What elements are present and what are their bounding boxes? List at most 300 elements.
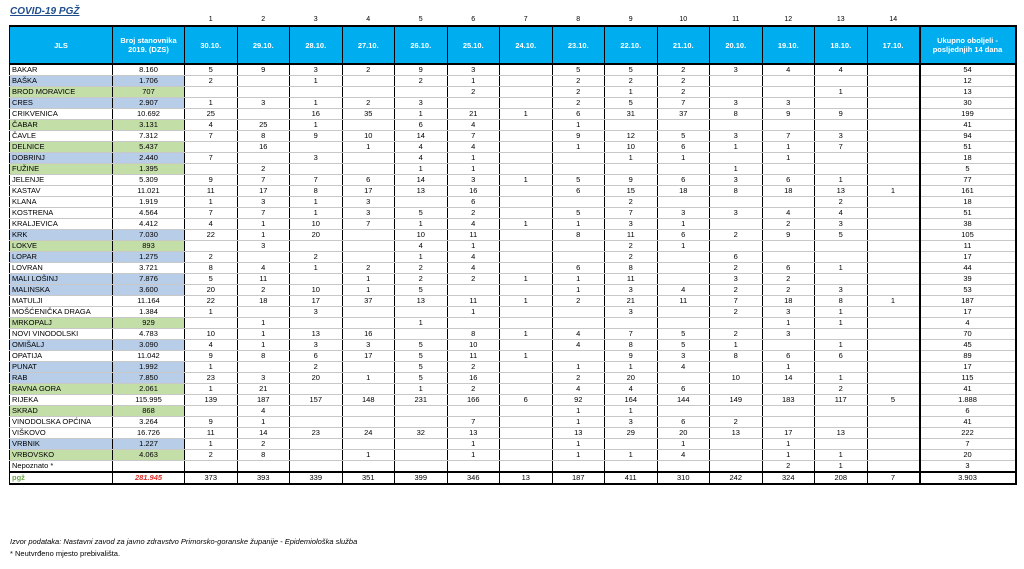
day-cell: 7 <box>185 131 238 142</box>
day-cell <box>290 461 343 473</box>
day-cell: 3 <box>290 64 343 76</box>
day-cell: 1 <box>395 252 448 263</box>
population-cell: 7.312 <box>113 131 185 142</box>
day-cell: 7 <box>657 98 710 109</box>
day-cell: 1 <box>447 153 500 164</box>
day-number: 14 <box>889 16 898 23</box>
date-header: 30.10. <box>185 26 238 64</box>
row-total: 30 <box>920 98 1016 109</box>
day-cell: 10 <box>342 131 395 142</box>
day-cell: 9 <box>237 64 290 76</box>
day-cell: 7 <box>762 131 815 142</box>
day-cell: 17 <box>342 186 395 197</box>
day-cell: 18 <box>657 186 710 197</box>
day-cell <box>395 450 448 461</box>
day-cell <box>237 362 290 373</box>
day-cell: 7 <box>185 153 238 164</box>
day-cell <box>500 373 553 384</box>
population-cell: 868 <box>113 406 185 417</box>
day-cell <box>500 417 553 428</box>
day-cell: 1 <box>762 450 815 461</box>
day-cell: 1 <box>500 274 553 285</box>
day-cell <box>185 406 238 417</box>
header-row <box>10 26 1016 64</box>
table-row <box>10 98 1016 109</box>
row-total: 45 <box>920 340 1016 351</box>
day-cell: 11 <box>657 296 710 307</box>
day-cell <box>500 76 553 87</box>
day-cell: 2 <box>762 219 815 230</box>
day-cell: 3 <box>605 285 658 296</box>
population-cell: 11.021 <box>113 186 185 197</box>
day-cell: 10 <box>447 340 500 351</box>
day-cell: 16 <box>447 186 500 197</box>
municipality-name: CRIKVENICA <box>10 109 113 120</box>
day-cell: 3 <box>815 131 868 142</box>
day-number: 11 <box>732 16 740 23</box>
day-cell <box>342 241 395 252</box>
population-cell: 1.919 <box>113 197 185 208</box>
municipality-name: BROD MORAVICE <box>10 87 113 98</box>
day-cell <box>500 450 553 461</box>
totals-day-cell: 242 <box>710 472 763 484</box>
day-cell: 8 <box>185 263 238 274</box>
day-cell <box>395 417 448 428</box>
day-cell: 5 <box>605 64 658 76</box>
totals-day-cell: 393 <box>237 472 290 484</box>
table-row <box>10 329 1016 340</box>
day-cell: 17 <box>290 296 343 307</box>
day-cell: 8 <box>605 340 658 351</box>
day-cell: 3 <box>237 98 290 109</box>
day-cell: 5 <box>657 329 710 340</box>
day-cell <box>710 439 763 450</box>
day-cell <box>867 153 920 164</box>
day-cell <box>867 252 920 263</box>
population-cell: 7.030 <box>113 230 185 241</box>
day-cell <box>815 241 868 252</box>
day-cell: 6 <box>447 197 500 208</box>
day-cell: 1 <box>762 362 815 373</box>
day-cell <box>185 142 238 153</box>
day-cell: 6 <box>657 230 710 241</box>
day-cell: 3 <box>710 175 763 186</box>
day-cell <box>552 241 605 252</box>
row-total: 105 <box>920 230 1016 241</box>
day-cell: 8 <box>710 186 763 197</box>
day-cell: 2 <box>762 274 815 285</box>
day-cell <box>867 263 920 274</box>
day-cell: 14 <box>395 131 448 142</box>
day-cell <box>395 197 448 208</box>
row-total: 89 <box>920 351 1016 362</box>
table-row <box>10 263 1016 274</box>
day-cell: 9 <box>395 64 448 76</box>
day-cell <box>657 252 710 263</box>
day-cell <box>342 362 395 373</box>
table-row <box>10 219 1016 230</box>
day-cell: 2 <box>552 296 605 307</box>
day-cell: 2 <box>342 64 395 76</box>
municipality-name: LOVRAN <box>10 263 113 274</box>
day-cell: 2 <box>605 252 658 263</box>
day-cell <box>237 76 290 87</box>
day-number: 10 <box>679 16 688 23</box>
day-cell: 1 <box>342 142 395 153</box>
day-cell <box>290 450 343 461</box>
population-cell: 4.564 <box>113 208 185 219</box>
municipality-name: VINODOLSKA OPĆINA <box>10 417 113 428</box>
day-cell <box>500 307 553 318</box>
day-cell <box>815 406 868 417</box>
day-cell <box>867 384 920 395</box>
day-cell: 11 <box>605 230 658 241</box>
day-cell: 3 <box>237 197 290 208</box>
day-cell: 4 <box>185 340 238 351</box>
day-cell: 10 <box>290 285 343 296</box>
day-cell: 8 <box>710 351 763 362</box>
day-cell: 29 <box>605 428 658 439</box>
day-cell: 14 <box>762 373 815 384</box>
day-cell: 7 <box>710 296 763 307</box>
row-total: 4 <box>920 318 1016 329</box>
day-cell: 4 <box>657 285 710 296</box>
table-row <box>10 230 1016 241</box>
day-cell: 5 <box>395 362 448 373</box>
day-cell: 21 <box>605 296 658 307</box>
day-cell: 5 <box>657 131 710 142</box>
table-row <box>10 461 1016 473</box>
day-cell: 6 <box>395 120 448 131</box>
date-header: 24.10. <box>500 26 553 64</box>
municipality-name: ČABAR <box>10 120 113 131</box>
day-cell <box>605 461 658 473</box>
day-cell: 1 <box>500 329 553 340</box>
day-cell: 11 <box>185 186 238 197</box>
day-cell: 11 <box>447 230 500 241</box>
day-cell: 3 <box>657 351 710 362</box>
day-cell <box>762 197 815 208</box>
day-cell: 6 <box>552 186 605 197</box>
table-row <box>10 164 1016 175</box>
day-cell <box>500 384 553 395</box>
day-cell: 6 <box>342 175 395 186</box>
population-cell: 1.395 <box>113 164 185 175</box>
row-total: 44 <box>920 263 1016 274</box>
day-cell: 1 <box>290 208 343 219</box>
day-cell <box>290 142 343 153</box>
day-cell: 16 <box>447 373 500 384</box>
day-cell: 4 <box>237 406 290 417</box>
day-cell <box>710 153 763 164</box>
row-total: 94 <box>920 131 1016 142</box>
day-cell <box>867 219 920 230</box>
day-cell <box>500 164 553 175</box>
table-row <box>10 131 1016 142</box>
day-cell: 1 <box>710 142 763 153</box>
day-cell <box>237 87 290 98</box>
day-cell <box>762 406 815 417</box>
day-cell <box>815 153 868 164</box>
day-cell: 2 <box>237 164 290 175</box>
day-cell <box>762 340 815 351</box>
municipality-name: MATULJI <box>10 296 113 307</box>
day-cell: 4 <box>552 340 605 351</box>
day-cell <box>657 274 710 285</box>
day-cell: 1 <box>290 197 343 208</box>
day-cell: 1 <box>500 109 553 120</box>
day-cell: 5 <box>552 64 605 76</box>
day-number: 8 <box>576 16 581 23</box>
day-cell <box>815 120 868 131</box>
row-total: 17 <box>920 307 1016 318</box>
day-cell: 25 <box>237 120 290 131</box>
day-cell: 2 <box>605 241 658 252</box>
day-cell: 166 <box>447 395 500 406</box>
totals-day-cell: 324 <box>762 472 815 484</box>
day-cell: 22 <box>185 230 238 241</box>
municipality-name: Nepoznato * <box>10 461 113 473</box>
day-cell <box>867 208 920 219</box>
day-cell: 6 <box>657 175 710 186</box>
day-cell <box>867 98 920 109</box>
row-total: 5 <box>920 164 1016 175</box>
population-cell: 5.437 <box>113 142 185 153</box>
day-cell <box>552 351 605 362</box>
day-cell: 183 <box>762 395 815 406</box>
day-cell: 9 <box>605 351 658 362</box>
day-cell: 7 <box>237 208 290 219</box>
table-row <box>10 439 1016 450</box>
day-cell: 6 <box>762 263 815 274</box>
day-cell <box>500 362 553 373</box>
table-row <box>10 241 1016 252</box>
population-cell: 1.275 <box>113 252 185 263</box>
day-cell: 7 <box>447 417 500 428</box>
day-cell: 5 <box>552 208 605 219</box>
day-cell <box>762 164 815 175</box>
day-cell: 2 <box>815 384 868 395</box>
day-cell: 13 <box>552 428 605 439</box>
day-cell: 7 <box>342 219 395 230</box>
row-total: 17 <box>920 252 1016 263</box>
day-cell: 1 <box>552 406 605 417</box>
day-cell: 1 <box>762 153 815 164</box>
day-cell: 13 <box>815 186 868 197</box>
day-cell: 20 <box>290 230 343 241</box>
day-cell: 2 <box>605 197 658 208</box>
day-cell: 2 <box>657 87 710 98</box>
day-cell <box>290 87 343 98</box>
day-cell <box>500 230 553 241</box>
day-cell: 6 <box>657 384 710 395</box>
day-cell <box>342 461 395 473</box>
day-cell <box>657 318 710 329</box>
population-cell: 2.440 <box>113 153 185 164</box>
day-cell <box>290 274 343 285</box>
row-total: 1.888 <box>920 395 1016 406</box>
day-cell: 92 <box>552 395 605 406</box>
day-cell: 1 <box>237 340 290 351</box>
day-cell <box>395 461 448 473</box>
day-cell: 3 <box>447 64 500 76</box>
population-cell: 7.850 <box>113 373 185 384</box>
day-cell: 1 <box>342 373 395 384</box>
day-cell: 2 <box>710 307 763 318</box>
row-total: 161 <box>920 186 1016 197</box>
day-cell: 5 <box>657 340 710 351</box>
day-cell: 9 <box>815 109 868 120</box>
totals-day-cell: 399 <box>395 472 448 484</box>
row-total: 38 <box>920 219 1016 230</box>
day-cell: 3 <box>710 274 763 285</box>
day-cell: 2 <box>395 76 448 87</box>
day-cell <box>342 153 395 164</box>
day-cell: 1 <box>290 98 343 109</box>
day-cell <box>815 329 868 340</box>
day-cell: 1 <box>710 340 763 351</box>
day-cell: 9 <box>552 131 605 142</box>
day-cell <box>762 87 815 98</box>
municipality-name: OMIŠALJ <box>10 340 113 351</box>
day-cell <box>552 307 605 318</box>
day-cell: 5 <box>185 64 238 76</box>
day-cell <box>342 439 395 450</box>
day-cell <box>342 384 395 395</box>
population-cell: 5.309 <box>113 175 185 186</box>
municipality-name: JELENJE <box>10 175 113 186</box>
date-header: 17.10. <box>867 26 920 64</box>
day-cell: 1 <box>657 241 710 252</box>
day-number: 12 <box>784 16 793 23</box>
municipality-name: FUŽINE <box>10 164 113 175</box>
day-cell: 13 <box>290 329 343 340</box>
source-note: Izvor podataka: Nastavni zavod za javno zdravstvo Primorsko-goranske županije - Epidemiološka služba <box>10 537 358 546</box>
day-cell: 1 <box>237 318 290 329</box>
day-cell: 2 <box>552 373 605 384</box>
day-cell: 4 <box>657 450 710 461</box>
day-cell: 13 <box>447 428 500 439</box>
day-cell <box>867 340 920 351</box>
day-cell <box>185 318 238 329</box>
table-row <box>10 175 1016 186</box>
day-cell: 23 <box>185 373 238 384</box>
day-cell <box>552 461 605 473</box>
day-cell <box>500 120 553 131</box>
day-cell: 1 <box>447 450 500 461</box>
totals-label: pgž <box>10 472 113 484</box>
day-cell: 1 <box>815 307 868 318</box>
row-total: 20 <box>920 450 1016 461</box>
day-cell: 4 <box>815 208 868 219</box>
day-cell <box>500 131 553 142</box>
municipality-name: DOBRINJ <box>10 153 113 164</box>
day-cell <box>867 351 920 362</box>
day-cell <box>605 164 658 175</box>
day-cell <box>500 318 553 329</box>
day-cell: 1 <box>710 164 763 175</box>
table-row <box>10 274 1016 285</box>
row-total: 18 <box>920 197 1016 208</box>
municipality-name: VRBOVSKO <box>10 450 113 461</box>
day-cell: 4 <box>657 362 710 373</box>
municipality-name: NOVI VINODOLSKI <box>10 329 113 340</box>
day-number: 1 <box>208 16 213 23</box>
day-cell <box>500 285 553 296</box>
day-cell <box>290 406 343 417</box>
population-cell: 1.227 <box>113 439 185 450</box>
table-row <box>10 252 1016 263</box>
day-cell <box>290 417 343 428</box>
municipality-name: KASTAV <box>10 186 113 197</box>
day-cell <box>815 98 868 109</box>
totals-day-cell: 13 <box>500 472 553 484</box>
day-cell <box>867 164 920 175</box>
day-cell: 7 <box>605 329 658 340</box>
municipality-name: MALI LOŠINJ <box>10 274 113 285</box>
day-cell: 1 <box>552 362 605 373</box>
day-cell: 8 <box>447 329 500 340</box>
population-cell: 16.726 <box>113 428 185 439</box>
row-total: 39 <box>920 274 1016 285</box>
day-cell <box>552 197 605 208</box>
day-cell: 16 <box>237 142 290 153</box>
day-cell: 18 <box>237 296 290 307</box>
day-cell <box>867 450 920 461</box>
day-cell: 144 <box>657 395 710 406</box>
municipality-name: KOSTRENA <box>10 208 113 219</box>
day-cell: 1 <box>657 439 710 450</box>
municipality-name: VRBNIK <box>10 439 113 450</box>
day-cell: 13 <box>815 428 868 439</box>
day-cell: 9 <box>185 417 238 428</box>
day-cell <box>710 318 763 329</box>
day-cell: 1 <box>185 439 238 450</box>
day-cell <box>500 98 553 109</box>
day-cell: 17 <box>342 351 395 362</box>
day-cell: 10 <box>290 219 343 230</box>
table-row <box>10 428 1016 439</box>
day-cell: 2 <box>447 362 500 373</box>
day-cell: 117 <box>815 395 868 406</box>
row-total: 41 <box>920 384 1016 395</box>
day-cell <box>237 307 290 318</box>
day-cell: 3 <box>237 373 290 384</box>
day-cell: 187 <box>237 395 290 406</box>
day-cell: 1 <box>342 274 395 285</box>
day-cell <box>867 417 920 428</box>
table-row <box>10 406 1016 417</box>
day-cell: 2 <box>710 263 763 274</box>
day-cell <box>867 373 920 384</box>
municipality-name: RAVNA GORA <box>10 384 113 395</box>
day-number: 4 <box>366 16 371 23</box>
day-cell: 1 <box>185 307 238 318</box>
day-cell <box>867 461 920 473</box>
day-cell: 1 <box>815 450 868 461</box>
day-cell <box>342 252 395 263</box>
day-cell: 21 <box>447 109 500 120</box>
day-cell: 2 <box>815 197 868 208</box>
day-cell: 8 <box>710 109 763 120</box>
day-cell <box>342 164 395 175</box>
day-cell <box>710 87 763 98</box>
day-cell <box>867 428 920 439</box>
day-cell: 2 <box>185 252 238 263</box>
day-cell: 2 <box>342 98 395 109</box>
day-cell: 6 <box>552 263 605 274</box>
day-cell <box>605 120 658 131</box>
